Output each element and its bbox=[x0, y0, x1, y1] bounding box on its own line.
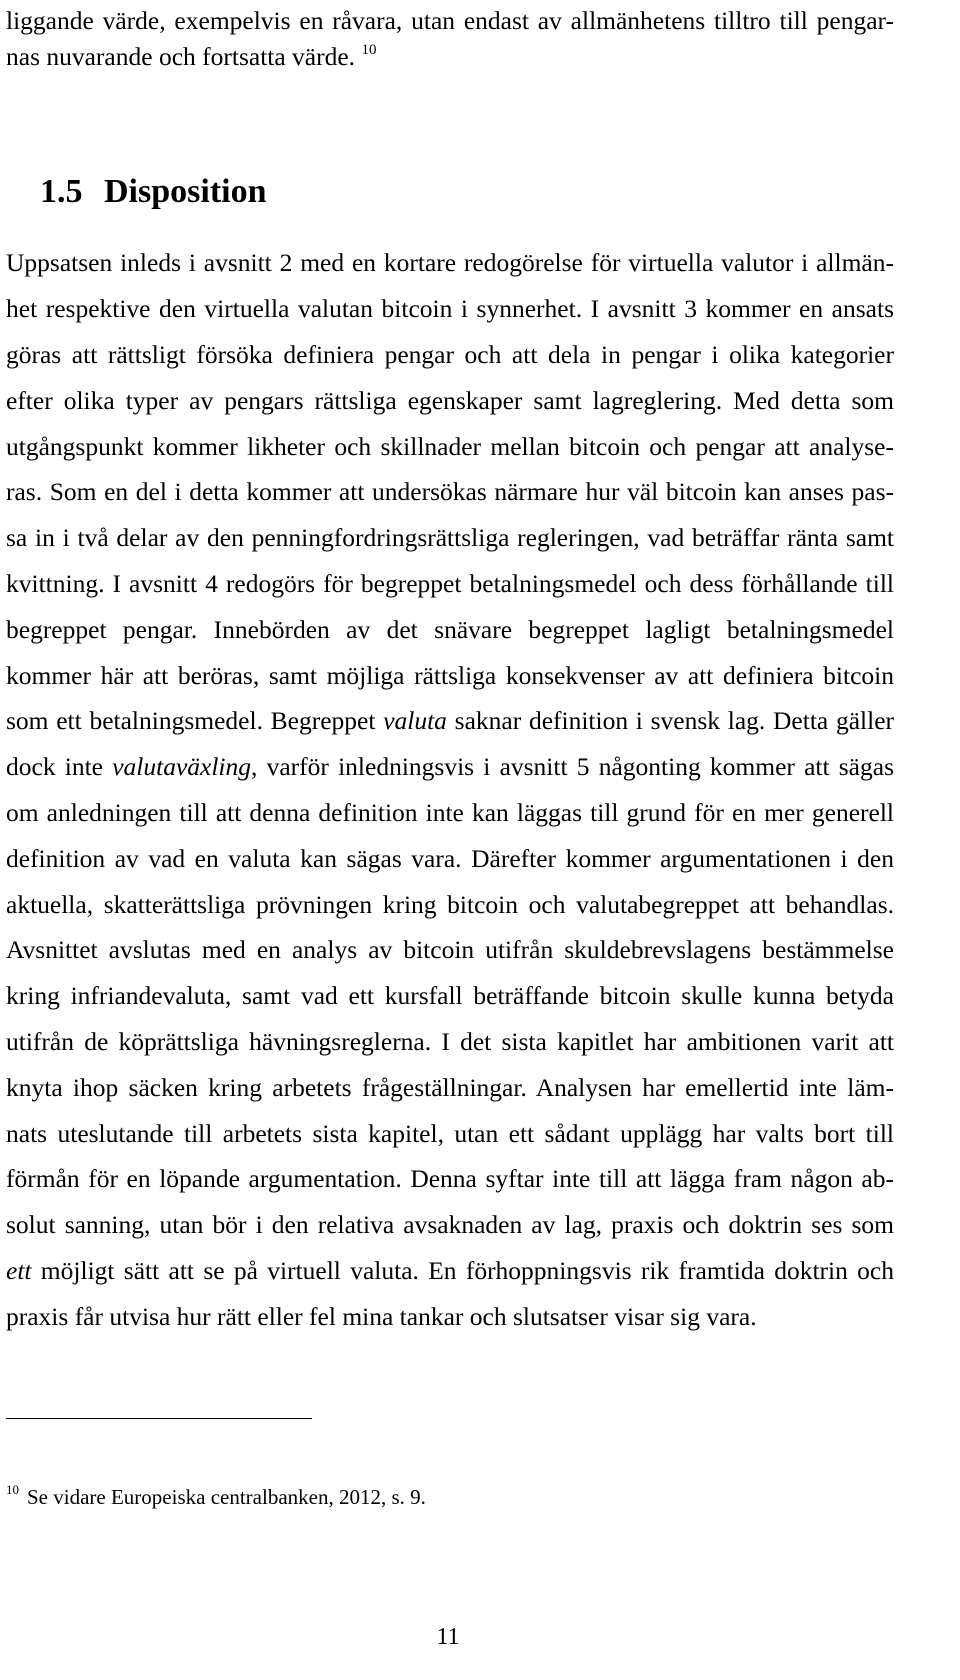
text-run: aktuella, skatterättsliga prövningen kring bitcoin och valutabegreppet att behandlas. bbox=[6, 890, 894, 919]
text-run: kring infriandevaluta, samt vad ett kursfall beträffande bitcoin skulle kunna betyda bbox=[6, 981, 894, 1010]
paragraph-line bbox=[6, 890, 894, 920]
paragraph-line bbox=[6, 706, 894, 736]
text-run: ras. Som en del i detta kommer att undersökas närmare hur väl bitcoin kan anses pas- bbox=[6, 477, 894, 506]
paragraph-line bbox=[6, 477, 894, 507]
text-run: efter olika typer av pengars rättsliga egenskaper samt lagreglering. Med detta som bbox=[6, 386, 894, 415]
text-run: kommer här att beröras, samt möjliga rättsliga konsekvenser av att definiera bitcoin bbox=[6, 661, 894, 690]
italic-term: ett bbox=[6, 1256, 32, 1285]
text-run: nas nuvarande och fortsatta värde. bbox=[6, 42, 356, 71]
paragraph-line bbox=[6, 844, 894, 874]
footnote-separator bbox=[6, 1418, 312, 1419]
paragraph-line bbox=[6, 1073, 894, 1103]
text-run: som ett betalningsmedel. Begreppet bbox=[6, 706, 384, 735]
paragraph-line bbox=[6, 432, 894, 462]
paragraph-line bbox=[6, 981, 894, 1011]
paragraph-line bbox=[6, 294, 894, 324]
paragraph-line bbox=[6, 935, 894, 965]
paragraph-line bbox=[6, 615, 894, 645]
text-run: solut sanning, utan bör i den relativa avsaknaden av lag, praxis och doktrin ses som bbox=[6, 1210, 894, 1239]
text-run: göras att rättsligt försöka definiera pengar och att dela in pengar i olika kategorier bbox=[6, 340, 894, 369]
text-run: het respektive den virtuella valutan bitcoin i synnerhet. I avsnitt 3 kommer en ansats bbox=[6, 294, 894, 323]
section-title: Disposition bbox=[104, 173, 267, 210]
paragraph-line bbox=[6, 752, 894, 782]
paragraph-line bbox=[6, 386, 894, 416]
section-heading bbox=[40, 170, 267, 214]
paragraph-line bbox=[6, 6, 894, 36]
text-run: liggande värde, exempelvis en råvara, utan endast av allmänhetens tilltro till pengar- bbox=[6, 6, 894, 35]
text-run: nats uteslutande till arbetets sista kapitel, utan ett sådant upplägg har valts bort till bbox=[6, 1119, 894, 1148]
footnote-reference[interactable]: 10 bbox=[361, 42, 377, 58]
text-run: begreppet pengar. Innebörden av det snävare begreppet lagligt betalningsmedel bbox=[6, 615, 894, 644]
text-run: definition av vad en valuta kan sägas vara. Därefter kommer argumentationen i den bbox=[6, 844, 894, 873]
italic-term: valutaväxling bbox=[112, 752, 252, 781]
text-run: Avsnittet avslutas med en analys av bitcoin utifrån skuldebrevslagens bestämmelse bbox=[6, 935, 894, 964]
text-run: kvittning. I avsnitt 4 redogörs för begreppet betalningsmedel och dess förhållande till bbox=[6, 569, 894, 598]
paragraph-line bbox=[6, 1210, 894, 1240]
text-run: , varför inledningsvis i avsnitt 5 någonting kommer att sägas bbox=[251, 752, 894, 781]
paragraph-line bbox=[6, 1164, 894, 1194]
paragraph-line bbox=[6, 42, 894, 72]
page-number: 11 bbox=[436, 1624, 460, 1650]
paragraph-line bbox=[6, 340, 894, 370]
paragraph-line bbox=[6, 1256, 894, 1286]
text-run: utifrån de köprättsliga hävningsreglerna. I det sista kapitlet har ambitionen varit att bbox=[6, 1027, 894, 1056]
italic-term: valuta bbox=[383, 706, 447, 735]
text-run: knyta ihop säcken kring arbetets frågeställningar. Analysen har emellertid inte läm- bbox=[6, 1073, 894, 1102]
text-run: praxis får utvisa hur rätt eller fel mina tankar och slutsatser visar sig vara. bbox=[6, 1302, 757, 1331]
text-run: dock inte bbox=[6, 752, 113, 781]
paragraph-line bbox=[6, 248, 894, 278]
text-run: om anledningen till att denna definition inte kan läggas till grund för en mer generell bbox=[6, 798, 894, 827]
text-run: Uppsatsen inleds i avsnitt 2 med en kortare redogörelse för virtuella valutor i allmän- bbox=[6, 248, 894, 277]
text-run: förmån för en löpande argumentation. Denna syftar inte till att lägga fram någon ab- bbox=[6, 1164, 894, 1193]
paragraph-line bbox=[6, 798, 894, 828]
footnote-number: 10 bbox=[6, 1482, 19, 1497]
section-number: 1.5 bbox=[40, 173, 83, 210]
paragraph-line bbox=[6, 1119, 894, 1149]
paragraph-line bbox=[6, 1302, 894, 1332]
text-run: möjligt sätt att se på virtuell valuta. En förhoppningsvis rik framtida doktrin och bbox=[31, 1256, 894, 1285]
paragraph-line bbox=[6, 569, 894, 599]
footnote bbox=[6, 1483, 426, 1511]
text-run: saknar definition i svensk lag. Detta gäller bbox=[446, 706, 895, 735]
paragraph-line bbox=[6, 1027, 894, 1057]
paragraph-line bbox=[6, 523, 894, 553]
footnote-text: Se vidare Europeiska centralbanken, 2012, s. 9. bbox=[27, 1485, 426, 1509]
text-run: sa in i två delar av den penningfordringsrättsliga regleringen, vad beträffar ränta samt bbox=[6, 523, 894, 552]
text-run: utgångspunkt kommer likheter och skillnader mellan bitcoin och pengar att analyse- bbox=[6, 432, 894, 461]
paragraph-line bbox=[6, 661, 894, 691]
